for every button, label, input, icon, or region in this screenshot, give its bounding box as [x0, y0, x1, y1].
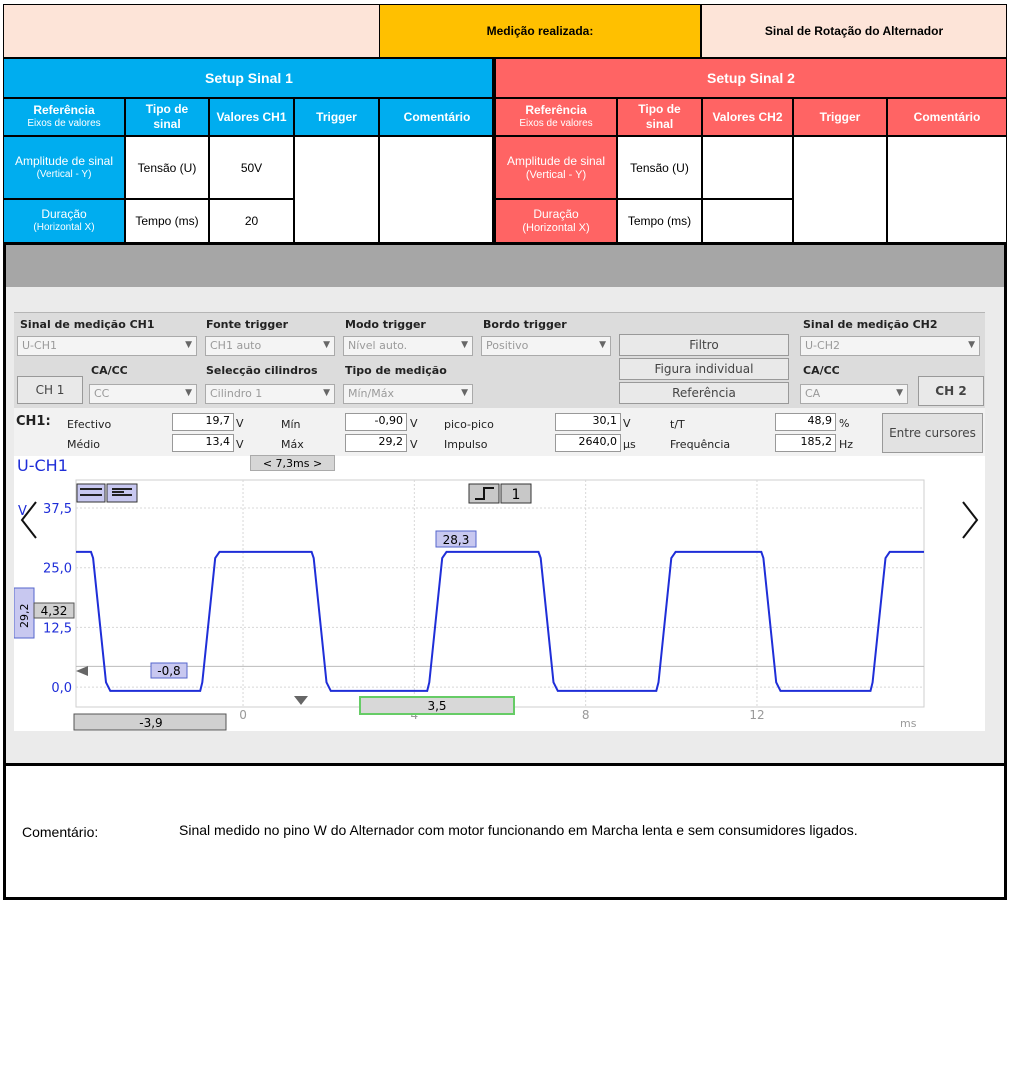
ch1-button[interactable]: CH 1 — [17, 376, 83, 404]
setup2-col-ref — [495, 98, 617, 136]
next-icon[interactable] — [963, 502, 977, 538]
efectivo-label: Efectivo — [67, 418, 112, 431]
setup1-row1-tipo: Tensão (U) — [125, 136, 209, 199]
bordo-trigger-value: Positivo — [486, 339, 529, 352]
sinal-ch1-select[interactable] — [17, 336, 197, 356]
pp-unit: V — [623, 417, 631, 430]
efectivo-value: 19,7 — [172, 413, 234, 431]
chevron-down-icon: ▼ — [185, 340, 192, 350]
header-blank — [3, 4, 380, 58]
setup1-title: Setup Sinal 1 — [3, 58, 495, 98]
plot-title: U-CH1 — [17, 456, 68, 475]
setup2-row1-valor — [702, 136, 793, 199]
x-cursor-left-label: -3,9 — [139, 716, 163, 730]
caac-ch1-label: CA/CC — [91, 364, 128, 377]
side-value-label: 29,2 — [18, 603, 31, 628]
tt-unit: % — [839, 417, 850, 430]
timebase-label[interactable]: < 7,3ms > — [250, 455, 335, 471]
tipo-med-value: Mín/Máx — [348, 387, 394, 400]
fonte-trigger-select[interactable] — [205, 336, 335, 356]
tt-label: t/T — [670, 418, 685, 431]
caac-ch2-value: CA — [805, 387, 821, 400]
setup2-row2-valor — [702, 199, 793, 243]
chevron-down-icon: ▼ — [185, 388, 192, 398]
caac-ch2-select[interactable] — [800, 384, 908, 404]
min-value: -0,90 — [345, 413, 407, 431]
modo-trigger-select[interactable] — [343, 336, 473, 356]
setup2-row2-sub: (Horizontal X) — [522, 222, 590, 234]
setup1-col-trigger: Trigger — [294, 98, 379, 136]
y-tick-label: 0,0 — [51, 681, 72, 697]
setup1-row1-main: Amplitude de sinal — [14, 153, 114, 168]
comment-text: Sinal medido no pino W do Alternador com motor funcionando em Marcha lenta e sem consumidores ligados. — [179, 822, 858, 838]
setup1-row1-valor: 50V — [209, 136, 294, 199]
setup1-row2-sub: (Horizontal X) — [33, 222, 95, 233]
chevron-down-icon: ▼ — [323, 340, 330, 350]
setup1-row1-sub: (Vertical - Y) — [36, 168, 92, 180]
impulso-unit: µs — [623, 438, 636, 451]
x-tick-label: 8 — [581, 708, 590, 722]
grey-band — [6, 245, 1004, 287]
setup1-col-ref-label: Referência — [33, 103, 95, 117]
setup1-row2-tipo: Tempo (ms) — [125, 199, 209, 243]
setup1-row2-valor: 20 — [209, 199, 294, 243]
cursor-low-label: -0,8 — [157, 664, 181, 678]
x-tick-label: 0 — [239, 708, 247, 722]
setup1-col-tipo: Tipo de sinal — [125, 98, 209, 136]
setup2-col-trigger: Trigger — [793, 98, 887, 136]
chevron-down-icon: ▼ — [461, 388, 468, 398]
max-label: Máx — [281, 438, 304, 451]
caac-ch2-label: CA/CC — [803, 364, 840, 377]
cursor-align-icon[interactable] — [107, 484, 137, 502]
x-cursor-mid-label: 3,5 — [427, 699, 447, 713]
modo-trigger-label: Modo trigger — [345, 318, 426, 331]
menu-icon[interactable] — [77, 484, 105, 502]
x-unit: ms — [900, 717, 917, 730]
sinal-ch2-value: U-CH2 — [805, 339, 840, 352]
signal-trace — [76, 552, 924, 691]
comment-label: Comentário: — [22, 824, 99, 840]
trigger-number: 1 — [511, 487, 521, 503]
setup1-comentario-cell — [379, 136, 495, 243]
max-unit: V — [410, 438, 418, 451]
divider-mid — [492, 58, 495, 245]
setup1-row2-main: Duração — [41, 207, 87, 221]
setup1-col-valores: Valores CH1 — [209, 98, 294, 136]
sinal-ch2-select[interactable] — [800, 336, 980, 356]
pp-label: pico-pico — [444, 418, 494, 431]
setup2-col-comentario: Comentário — [887, 98, 1007, 136]
setup1-col-comentario: Comentário — [379, 98, 495, 136]
setup2-row2-tipo: Tempo (ms) — [617, 199, 702, 243]
y-unit: V — [18, 504, 27, 519]
setup2-col-tipo: Tipo de sinal — [617, 98, 702, 136]
tipo-med-label: Tipo de medição — [345, 364, 447, 377]
freq-unit: Hz — [839, 438, 854, 451]
y-tick-label: 25,0 — [43, 561, 72, 577]
setup2-row2-label — [495, 199, 617, 243]
impulso-value: 2640,0 — [555, 434, 621, 452]
efectivo-unit: V — [236, 417, 244, 430]
max-value: 29,2 — [345, 434, 407, 452]
chevron-down-icon: ▼ — [599, 340, 606, 350]
selec-cil-label: Selecção cilindros — [206, 364, 318, 377]
impulso-label: Impulso — [444, 438, 488, 451]
bordo-trigger-label: Bordo trigger — [483, 318, 567, 331]
trigger-position-icon[interactable] — [294, 696, 308, 705]
x-tick-label: 12 — [749, 708, 765, 722]
modo-trigger-value: Nível auto. — [348, 339, 408, 352]
y-ticks — [40, 502, 72, 697]
ground-marker-icon — [76, 666, 88, 676]
bordo-trigger-select[interactable] — [481, 336, 611, 356]
cursor-high-label: 28,3 — [442, 533, 470, 547]
min-unit: V — [410, 417, 418, 430]
y-tick-label: 12,5 — [43, 621, 72, 637]
channel-label: CH1: — [16, 414, 51, 429]
filtro-button[interactable]: Filtro — [619, 334, 789, 356]
chevron-down-icon: ▼ — [896, 388, 903, 398]
sinal-ch1-label: Sinal de medição CH1 — [20, 318, 155, 331]
divider-bottom — [3, 763, 1007, 766]
freq-value: 185,2 — [775, 434, 836, 452]
ch2-button[interactable]: CH 2 — [918, 376, 984, 406]
setup2-col-ref-label: Referência — [525, 103, 587, 117]
chevron-down-icon: ▼ — [461, 340, 468, 350]
setup2-trigger-cell — [793, 136, 887, 243]
selec-cil-select[interactable] — [205, 384, 335, 404]
entre-cursores-button[interactable]: Entre cursores — [882, 413, 983, 453]
setup1-row1-label — [3, 136, 125, 199]
setup2-row1-sub: (Vertical - Y) — [525, 168, 587, 181]
tt-value: 48,9 — [775, 413, 836, 431]
caac-ch1-value: CC — [94, 387, 110, 400]
setup1-col-ref — [3, 98, 125, 136]
fonte-trigger-value: CH1 auto — [210, 339, 262, 352]
sinal-ch1-value: U-CH1 — [22, 339, 57, 352]
tipo-med-select[interactable] — [343, 384, 473, 404]
medicao-value: Sinal de Rotação do Alternador — [701, 4, 1007, 58]
setup2-row1-tipo: Tensão (U) — [617, 136, 702, 199]
pp-value: 30,1 — [555, 413, 621, 431]
figura-individual-button[interactable]: Figura individual — [619, 358, 789, 380]
fonte-trigger-label: Fonte trigger — [206, 318, 289, 331]
selec-cil-value: Cilindro 1 — [210, 387, 263, 400]
min-label: Mín — [281, 418, 301, 431]
setup2-row1-main: Amplitude de sinal — [506, 153, 606, 168]
medio-label: Médio — [67, 438, 101, 451]
chevron-down-icon: ▼ — [323, 388, 330, 398]
ref-level-label: 4,32 — [40, 604, 68, 618]
setup2-title: Setup Sinal 2 — [495, 58, 1007, 98]
setup2-col-valores: Valores CH2 — [702, 98, 793, 136]
y-tick-label: 37,5 — [43, 502, 72, 517]
setup2-comentario-cell — [887, 136, 1007, 243]
medio-value: 13,4 — [172, 434, 234, 452]
setup2-col-ref-sub: Eixos de valores — [519, 118, 593, 129]
medio-unit: V — [236, 438, 244, 451]
setup1-col-ref-sub: Eixos de valores — [27, 118, 101, 129]
caac-ch1-select[interactable] — [89, 384, 197, 404]
setup1-trigger-cell — [294, 136, 379, 243]
chevron-down-icon: ▼ — [968, 340, 975, 350]
setup1-row2-label — [3, 199, 125, 243]
trigger-edge-icon[interactable] — [469, 484, 499, 503]
oscilloscope-chart — [14, 470, 985, 732]
sinal-ch2-label: Sinal de medição CH2 — [803, 318, 938, 331]
freq-label: Frequência — [670, 438, 731, 451]
referencia-button[interactable]: Referência — [619, 382, 789, 404]
setup2-row2-main: Duração — [533, 207, 579, 221]
medicao-label: Medição realizada: — [379, 4, 701, 58]
setup2-row1-label — [495, 136, 617, 199]
